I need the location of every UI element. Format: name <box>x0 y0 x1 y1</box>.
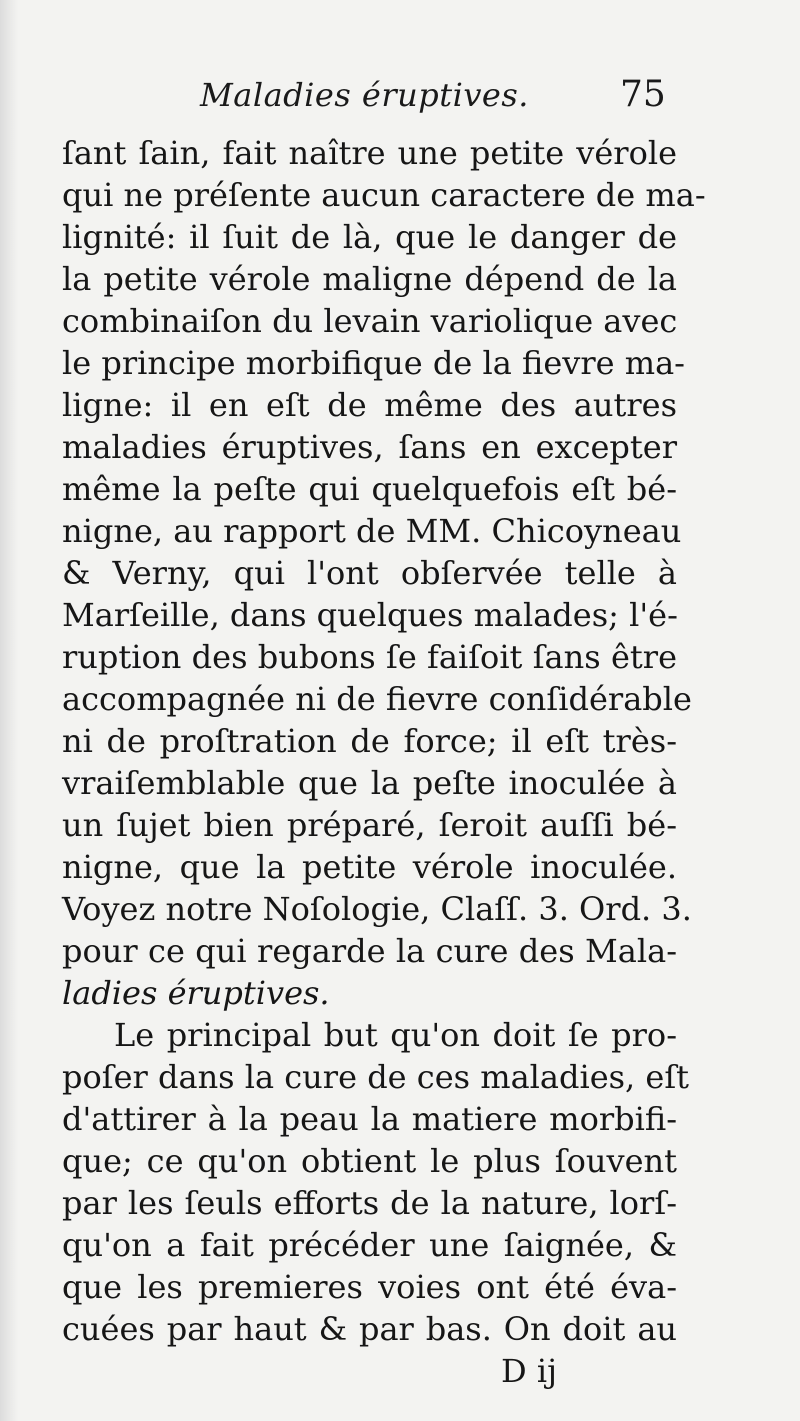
text-line: nigne, au rapport de MM. Chicoyneau <box>62 512 682 550</box>
text-line: un ſujet bien préparé, ſeroit auſſi bé- <box>62 806 677 844</box>
text-line: ni de proſtration de force; il eſt très- <box>62 722 677 760</box>
text-line: ladies éruptives. <box>62 974 330 1012</box>
text-line: ligne: il en eſt de même des autres <box>62 386 677 424</box>
text-line: nigne, que la petite vérole inoculée. <box>62 848 677 886</box>
text-line: poſer dans la cure de ces maladies, eſt <box>62 1058 690 1096</box>
text-line: Marſeille, dans quelques malades; l'é- <box>62 596 678 634</box>
signature-mark: D ij <box>501 1352 557 1390</box>
text-line: que; ce qu'on obtient le plus ſouvent <box>62 1142 677 1180</box>
text-line: vraiſemblable que la peſte inoculée à <box>62 764 677 802</box>
text-line: d'attirer à la peau la matiere morbifi- <box>62 1100 677 1138</box>
text-line: qui ne préſente aucun caractere de ma- <box>62 176 706 214</box>
page-header <box>0 76 800 136</box>
text-line: Le principal but qu'on doit ſe pro- <box>114 1016 677 1054</box>
text-line: accompagnée ni de fievre conſidérable <box>62 680 692 718</box>
body-text <box>62 132 706 1392</box>
text-line: combinaiſon du levain variolique avec <box>62 302 678 340</box>
text-line: le principe morbifique de la fievre ma- <box>62 344 685 382</box>
text-line: & Verny, qui l'ont obſervée telle à <box>62 554 677 592</box>
text-line: lignité: il ſuit de là, que le danger de <box>62 218 677 256</box>
text-line: ſant ſain, fait naître une petite vérole <box>62 134 677 172</box>
text-line: maladies éruptives, ſans en excepter <box>62 428 677 466</box>
text-line: la petite vérole maligne dépend de la <box>62 260 677 298</box>
text-line: même la peſte qui quelquefois eſt bé- <box>62 470 677 508</box>
text-line: ruption des bubons ſe faiſoit ſans être <box>62 638 677 676</box>
text-line: par les ſeuls efforts de la nature, lorſ- <box>62 1184 677 1222</box>
text-line: qu'on a fait précéder une ſaignée, & <box>62 1226 677 1264</box>
text-line: pour ce qui regarde la cure des Mala- <box>62 932 677 970</box>
running-title: Maladies éruptives. <box>200 76 529 114</box>
text-line: cuées par haut & par bas. On doit au <box>62 1310 677 1348</box>
text-line: Voyez notre Noſologie, Claſſ. 3. Ord. 3. <box>62 890 692 928</box>
text-line: que les premieres voies ont été éva- <box>62 1268 677 1306</box>
page-number: 75 <box>620 74 666 115</box>
